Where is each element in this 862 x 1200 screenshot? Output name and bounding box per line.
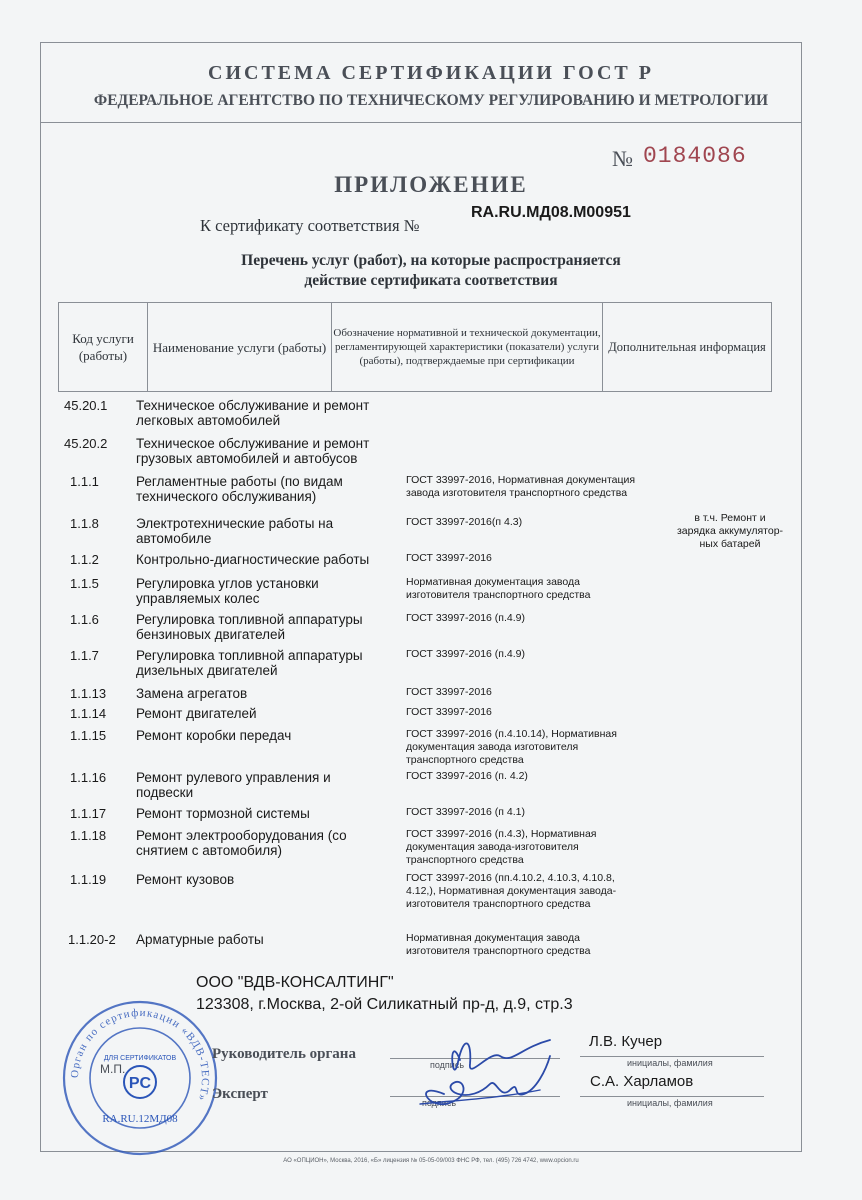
service-name: Ремонт кузовов: [136, 872, 235, 887]
service-code: 1.1.2: [70, 552, 99, 567]
service-name: Регулировка топливной аппаратуры дизельных двигателей: [136, 648, 363, 678]
expert-name-line: [580, 1096, 764, 1097]
head-name-line: [580, 1056, 764, 1057]
expert-name-caption: инициалы, фамилия: [627, 1098, 713, 1108]
service-code: 1.1.17: [70, 806, 107, 821]
service-standard: Нормативная документация завода изготовителя транспортного средства: [406, 932, 591, 957]
service-code: 1.1.18: [70, 828, 107, 843]
certificate-label: К сертификату соответствия №: [200, 216, 420, 235]
organization-address: 123308, г.Москва, 2-ой Силикатный пр-д, д.9, стр.3: [196, 996, 573, 1013]
service-code: 1.1.5: [70, 576, 99, 591]
service-name: Замена агрегатов: [136, 686, 248, 701]
service-code: 1.1.7: [70, 648, 99, 663]
service-name: Техническое обслуживание и ремонт легковых автомобилей: [136, 398, 370, 428]
document-title: ПРИЛОЖЕНИЕ: [334, 172, 528, 197]
service-code: 1.1.1: [70, 474, 99, 489]
service-standard: ГОСТ 33997-2016: [406, 686, 492, 698]
service-code: 1.1.16: [70, 770, 107, 785]
service-name: Техническое обслуживание и ремонт грузовых автомобилей и автобусов: [136, 436, 370, 466]
additional-info: в т.ч. Ремонт и зарядка аккумулятор-ных батарей: [676, 512, 784, 550]
service-code: 1.1.15: [70, 728, 107, 743]
header-code: Код услуги (работы): [59, 303, 148, 391]
head-name: Л.В. Кучер: [589, 1033, 663, 1050]
svg-text:PC: PC: [128, 1075, 152, 1092]
service-code: 1.1.13: [70, 686, 107, 701]
service-standard: ГОСТ 33997-2016 (п.4.3), Нормативная документация завода-изготовителя транспортного средства: [406, 828, 597, 866]
service-code: 45.20.2: [64, 436, 108, 451]
service-name: Электротехнические работы на автомобиле: [136, 516, 334, 546]
expert-label: Эксперт: [212, 1086, 268, 1102]
service-name: Регулировка углов установки управляемых колес: [136, 576, 319, 606]
service-standard: Нормативная документация завода изготовителя транспортного средства: [406, 576, 591, 601]
service-code: 1.1.20-2: [68, 932, 116, 947]
service-code: 45.20.1: [64, 398, 108, 413]
certificate-number: RA.RU.МД08.М00951: [471, 204, 631, 221]
service-name: Регулировка топливной аппаратуры бензиновых двигателей: [136, 612, 363, 642]
handwritten-signatures: [400, 1020, 570, 1120]
service-standard: ГОСТ 33997-2016 (п.4.9): [406, 648, 525, 660]
head-signature-caption: подпись: [430, 1060, 465, 1070]
expert-signature-caption: подпись: [422, 1098, 457, 1108]
service-standard: ГОСТ 33997-2016: [406, 552, 492, 564]
service-name: Ремонт коробки передач: [136, 728, 292, 743]
header-additional-info: Дополнительная информация: [608, 340, 766, 354]
stamp-ring-text: Орган по сертификации «ВДВ-ТЕСТ»: [68, 1006, 212, 1104]
service-name: Ремонт двигателей: [136, 706, 257, 721]
service-standard: ГОСТ 33997-2016(п 4.3): [406, 516, 523, 528]
organization-name: ООО "ВДВ-КОНСАЛТИНГ": [196, 974, 394, 991]
service-code: 1.1.6: [70, 612, 99, 627]
service-name: Арматурные работы: [136, 932, 264, 947]
expert-name: С.А. Харламов: [590, 1073, 694, 1090]
service-standard: ГОСТ 33997-2016 (п.4.9): [406, 612, 525, 624]
service-name: Ремонт электрооборудования (со снятием с автомобиля): [136, 828, 347, 858]
certification-stamp: [60, 998, 220, 1158]
stamp-number: RA.RU.12МД08: [102, 1113, 178, 1125]
service-name: Ремонт тормозной системы: [136, 806, 310, 821]
subtitle-line-1: Перечень услуг (работ), на которые распространяется: [241, 252, 621, 269]
service-code: 1.1.19: [70, 872, 107, 887]
header-divider: [40, 122, 802, 123]
certification-system-title: СИСТЕМА СЕРТИФИКАЦИИ ГОСТ Р: [208, 62, 654, 84]
head-of-body-label: Руководитель органа: [212, 1046, 356, 1062]
head-name-caption: инициалы, фамилия: [627, 1058, 713, 1068]
service-standard: ГОСТ 33997-2016, Нормативная документация завода изготовителя транспортного средства: [406, 474, 636, 499]
service-name: Контрольно-диагностические работы: [136, 552, 370, 567]
service-standard: ГОСТ 33997-2016 (п 4.1): [406, 806, 525, 818]
header-service-name: Наименование услуги (работы): [148, 303, 332, 391]
service-code: 1.1.14: [70, 706, 107, 721]
form-number: 0184086: [643, 143, 747, 169]
printer-footer: АО «ОПЦИОН», Москва, 2016, «Б» лицензия № 05-05-09/003 ФНС РФ, тел. (495) 726 4742, www.opcion.ru: [283, 1158, 579, 1164]
service-standard: ГОСТ 33997-2016: [406, 706, 492, 718]
service-code: 1.1.8: [70, 516, 99, 531]
service-name: Регламентные работы (по видам технического обслуживания): [136, 474, 343, 504]
form-number-label: №: [612, 146, 633, 171]
subtitle-line-2: действие сертификата соответствия: [304, 272, 558, 289]
service-standard: ГОСТ 33997-2016 (п.4.10.14), Нормативная документация завода изготовителя транспортного средства: [406, 728, 617, 766]
agency-name: ФЕДЕРАЛЬНОЕ АГЕНТСТВО ПО ТЕХНИЧЕСКОМУ РЕГУЛИРОВАНИЮ И МЕТРОЛОГИИ: [93, 92, 769, 109]
service-standard: ГОСТ 33997-2016 (п. 4.2): [406, 770, 528, 782]
service-standard: ГОСТ 33997-2016 (пп.4.10.2, 4.10.3, 4.10.8, 4.12,), Нормативная документация завода-изготовителя транспортного средства: [406, 872, 617, 910]
table-header: [58, 302, 772, 392]
header-documentation: Обозначение нормативной и технической документации, регламентирующей характеристики (показатели) услуги (работы), подтверждаемые при сертификации: [332, 303, 603, 391]
stamp-inner-text: ДЛЯ СЕРТИФИКАТОВ: [103, 1055, 177, 1062]
seal-place-label: М.П.: [100, 1062, 126, 1076]
service-name: Ремонт рулевого управления и подвески: [136, 770, 331, 800]
